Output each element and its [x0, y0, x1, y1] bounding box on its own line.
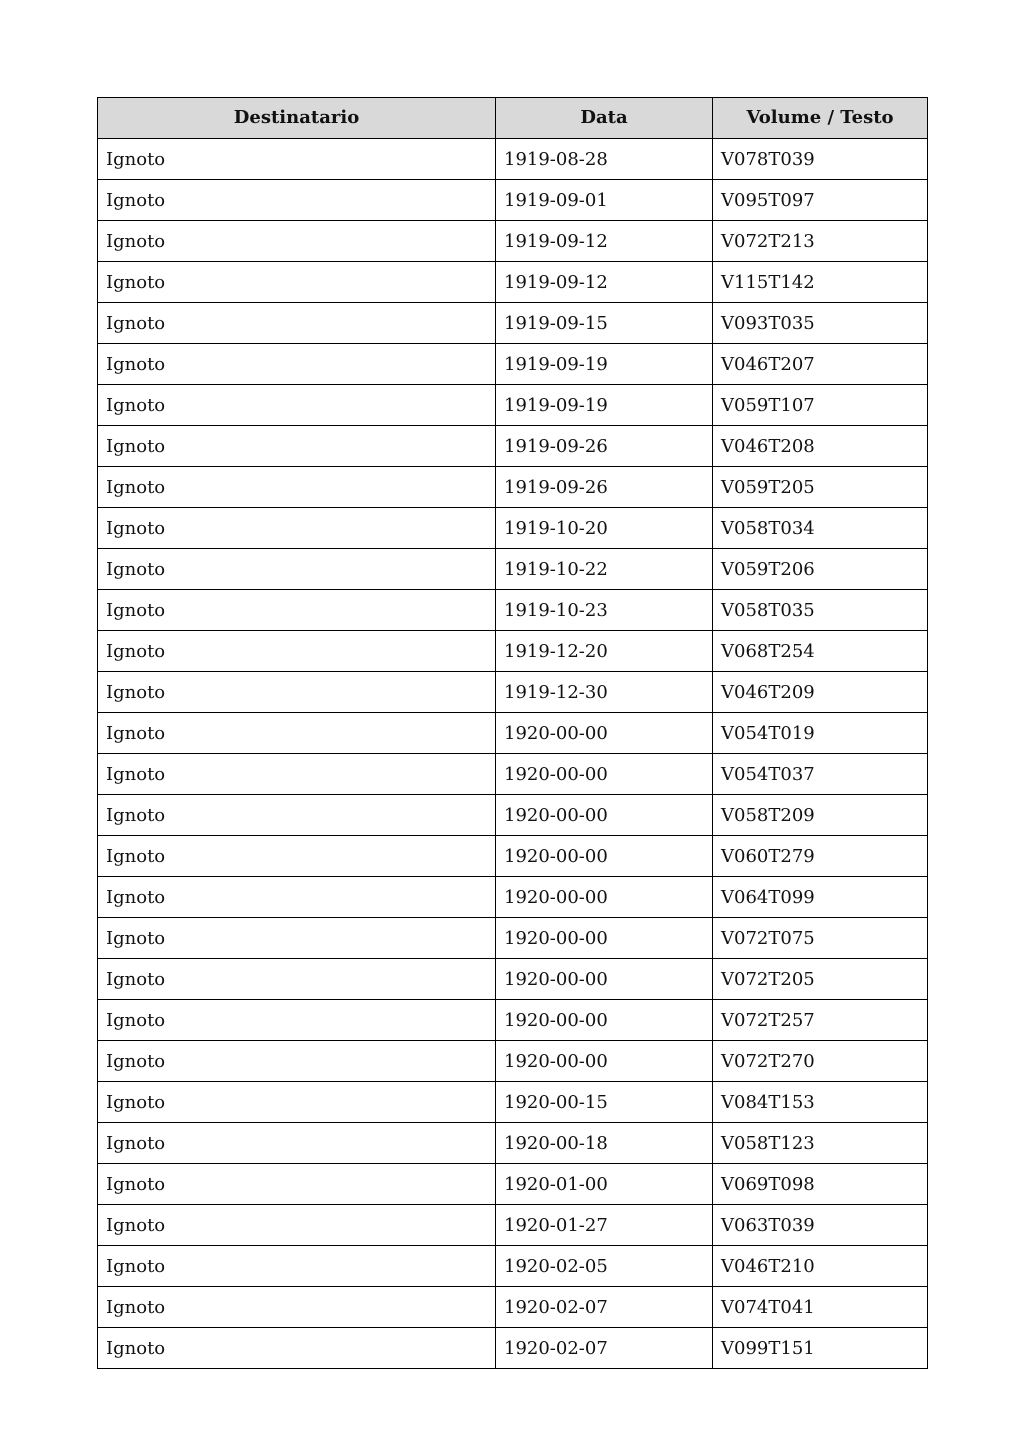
cell-volume-testo: V078T039: [713, 139, 928, 180]
cell-data: 1920-01-27: [496, 1205, 713, 1246]
cell-destinatario: Ignoto: [98, 221, 496, 262]
cell-destinatario: Ignoto: [98, 1000, 496, 1041]
cell-volume-testo: V054T019: [713, 713, 928, 754]
table-row: [98, 1328, 928, 1369]
cell-destinatario: Ignoto: [98, 590, 496, 631]
cell-destinatario: Ignoto: [98, 262, 496, 303]
cell-data: 1920-00-00: [496, 959, 713, 1000]
cell-data: 1920-00-00: [496, 836, 713, 877]
cell-data: 1919-12-30: [496, 672, 713, 713]
cell-volume-testo: V063T039: [713, 1205, 928, 1246]
cell-volume-testo: V095T097: [713, 180, 928, 221]
table-row: [98, 426, 928, 467]
cell-destinatario: Ignoto: [98, 713, 496, 754]
table-row: [98, 262, 928, 303]
header-data: Data: [496, 98, 713, 139]
cell-volume-testo: V060T279: [713, 836, 928, 877]
cell-destinatario: Ignoto: [98, 508, 496, 549]
cell-destinatario: Ignoto: [98, 918, 496, 959]
table-row: [98, 590, 928, 631]
table-row: [98, 1246, 928, 1287]
table-row: [98, 877, 928, 918]
cell-volume-testo: V046T209: [713, 672, 928, 713]
cell-volume-testo: V059T206: [713, 549, 928, 590]
cell-volume-testo: V072T205: [713, 959, 928, 1000]
table-row: [98, 1123, 928, 1164]
cell-volume-testo: V058T035: [713, 590, 928, 631]
cell-destinatario: Ignoto: [98, 877, 496, 918]
cell-volume-testo: V115T142: [713, 262, 928, 303]
cell-destinatario: Ignoto: [98, 672, 496, 713]
cell-data: 1919-08-28: [496, 139, 713, 180]
letters-table-container: [97, 97, 927, 1359]
cell-destinatario: Ignoto: [98, 1328, 496, 1369]
cell-data: 1920-00-00: [496, 1000, 713, 1041]
table-row: [98, 180, 928, 221]
table-row: [98, 549, 928, 590]
cell-data: 1919-09-19: [496, 344, 713, 385]
table-row: [98, 139, 928, 180]
cell-data: 1920-00-18: [496, 1123, 713, 1164]
cell-volume-testo: V099T151: [713, 1328, 928, 1369]
cell-destinatario: Ignoto: [98, 467, 496, 508]
cell-volume-testo: V084T153: [713, 1082, 928, 1123]
cell-data: 1920-00-00: [496, 1041, 713, 1082]
cell-data: 1919-09-12: [496, 262, 713, 303]
cell-destinatario: Ignoto: [98, 426, 496, 467]
table-row: [98, 344, 928, 385]
table-row: [98, 836, 928, 877]
cell-destinatario: Ignoto: [98, 1246, 496, 1287]
cell-data: 1920-00-15: [496, 1082, 713, 1123]
cell-destinatario: Ignoto: [98, 385, 496, 426]
cell-destinatario: Ignoto: [98, 303, 496, 344]
table-row: [98, 221, 928, 262]
table-row: [98, 1041, 928, 1082]
cell-destinatario: Ignoto: [98, 1287, 496, 1328]
table-row: [98, 672, 928, 713]
cell-volume-testo: V046T208: [713, 426, 928, 467]
cell-volume-testo: V093T035: [713, 303, 928, 344]
cell-destinatario: Ignoto: [98, 1041, 496, 1082]
cell-destinatario: Ignoto: [98, 836, 496, 877]
cell-destinatario: Ignoto: [98, 1123, 496, 1164]
table-body: [98, 139, 928, 1369]
cell-volume-testo: V072T213: [713, 221, 928, 262]
cell-destinatario: Ignoto: [98, 549, 496, 590]
table-row: [98, 1164, 928, 1205]
table-row: [98, 508, 928, 549]
cell-data: 1919-10-20: [496, 508, 713, 549]
table-row: [98, 713, 928, 754]
cell-volume-testo: V046T210: [713, 1246, 928, 1287]
cell-destinatario: Ignoto: [98, 1164, 496, 1205]
table-row: [98, 1205, 928, 1246]
cell-volume-testo: V059T205: [713, 467, 928, 508]
table-row: [98, 631, 928, 672]
cell-destinatario: Ignoto: [98, 959, 496, 1000]
table-header: [98, 98, 928, 139]
cell-data: 1920-02-07: [496, 1287, 713, 1328]
cell-volume-testo: V058T034: [713, 508, 928, 549]
table-row: [98, 754, 928, 795]
table-row: [98, 1082, 928, 1123]
cell-destinatario: Ignoto: [98, 139, 496, 180]
cell-destinatario: Ignoto: [98, 795, 496, 836]
cell-data: 1919-09-01: [496, 180, 713, 221]
header-destinatario: Destinatario: [98, 98, 496, 139]
cell-destinatario: Ignoto: [98, 344, 496, 385]
cell-data: 1920-00-00: [496, 795, 713, 836]
cell-volume-testo: V064T099: [713, 877, 928, 918]
table-row: [98, 918, 928, 959]
cell-data: 1919-09-26: [496, 467, 713, 508]
cell-data: 1919-09-15: [496, 303, 713, 344]
cell-data: 1919-09-12: [496, 221, 713, 262]
cell-volume-testo: V072T257: [713, 1000, 928, 1041]
cell-data: 1919-10-22: [496, 549, 713, 590]
cell-volume-testo: V069T098: [713, 1164, 928, 1205]
cell-data: 1920-00-00: [496, 918, 713, 959]
cell-data: 1919-10-23: [496, 590, 713, 631]
table-row: [98, 1287, 928, 1328]
cell-data: 1920-00-00: [496, 877, 713, 918]
cell-volume-testo: V074T041: [713, 1287, 928, 1328]
cell-data: 1919-09-19: [496, 385, 713, 426]
cell-destinatario: Ignoto: [98, 1082, 496, 1123]
cell-volume-testo: V054T037: [713, 754, 928, 795]
cell-volume-testo: V046T207: [713, 344, 928, 385]
cell-data: 1920-00-00: [496, 713, 713, 754]
cell-data: 1919-12-20: [496, 631, 713, 672]
cell-destinatario: Ignoto: [98, 1205, 496, 1246]
table-row: [98, 385, 928, 426]
cell-data: 1920-00-00: [496, 754, 713, 795]
cell-data: 1920-01-00: [496, 1164, 713, 1205]
cell-volume-testo: V072T075: [713, 918, 928, 959]
cell-volume-testo: V068T254: [713, 631, 928, 672]
table-row: [98, 959, 928, 1000]
cell-destinatario: Ignoto: [98, 631, 496, 672]
header-volume-testo: Volume / Testo: [713, 98, 928, 139]
cell-data: 1919-09-26: [496, 426, 713, 467]
cell-volume-testo: V058T209: [713, 795, 928, 836]
table-row: [98, 467, 928, 508]
cell-data: 1920-02-07: [496, 1328, 713, 1369]
cell-volume-testo: V058T123: [713, 1123, 928, 1164]
letters-table: [97, 97, 928, 1369]
cell-volume-testo: V072T270: [713, 1041, 928, 1082]
table-row: [98, 303, 928, 344]
cell-destinatario: Ignoto: [98, 754, 496, 795]
header-row: [98, 98, 928, 139]
table-row: [98, 795, 928, 836]
cell-data: 1920-02-05: [496, 1246, 713, 1287]
cell-destinatario: Ignoto: [98, 180, 496, 221]
table-row: [98, 1000, 928, 1041]
cell-volume-testo: V059T107: [713, 385, 928, 426]
